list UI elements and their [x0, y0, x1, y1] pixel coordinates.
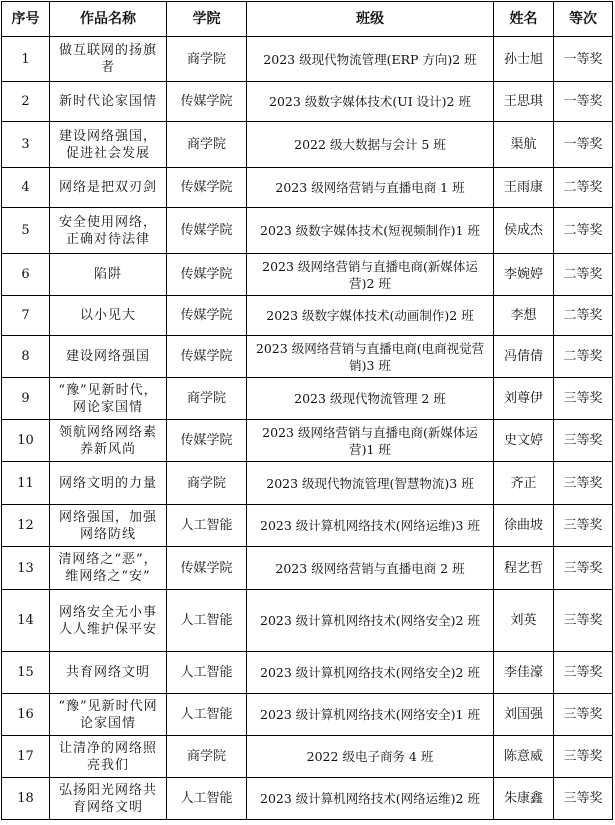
cell-name: 朱康鑫: [494, 778, 554, 820]
cell-award: 三等奖: [554, 694, 613, 736]
cell-college: 人工智能: [167, 652, 247, 694]
cell-title: 网络安全无小事人人维护保平安: [50, 590, 167, 652]
cell-title: 网络文明的力量: [50, 462, 167, 505]
cell-class: 2023 级数字媒体技术(UI 设计)2 班: [247, 82, 494, 122]
cell-name: 王雨康: [494, 168, 554, 208]
col-header-award: 等次: [554, 2, 613, 37]
cell-no: 17: [2, 736, 50, 778]
table-row: [2, 778, 613, 820]
cell-name: 刘国强: [494, 694, 554, 736]
cell-title: 新时代论家国情: [50, 82, 167, 122]
cell-no: 16: [2, 694, 50, 736]
cell-title: 共育网络文明: [50, 652, 167, 694]
col-header-class: 班级: [247, 2, 494, 37]
cell-title: 做互联网的扬旗者: [50, 37, 167, 82]
cell-title: 陷阱: [50, 254, 167, 296]
cell-award: 二等奖: [554, 254, 613, 296]
cell-class: 2023 级网络营销与直播电商(电商视觉营销)3 班: [247, 336, 494, 378]
cell-no: 4: [2, 168, 50, 208]
table-row: [2, 37, 613, 82]
table-row: [2, 736, 613, 778]
cell-name: 孙士旭: [494, 37, 554, 82]
table-row: [2, 208, 613, 254]
cell-title: 建设网络强国: [50, 336, 167, 378]
cell-title: 安全使用网络，正确对待法律: [50, 208, 167, 254]
cell-college: 传媒学院: [167, 82, 247, 122]
cell-class: 2022 级大数据与会计 5 班: [247, 122, 494, 168]
cell-award: 二等奖: [554, 336, 613, 378]
cell-class: 2023 级计算机网络技术(网络安全)2 班: [247, 652, 494, 694]
cell-award: 三等奖: [554, 462, 613, 505]
cell-college: 传媒学院: [167, 420, 247, 462]
table-row: [2, 122, 613, 168]
cell-award: 一等奖: [554, 37, 613, 82]
cell-no: 11: [2, 462, 50, 505]
cell-award: 二等奖: [554, 168, 613, 208]
cell-class: 2023 级计算机网络技术(网络运维)2 班: [247, 778, 494, 820]
cell-name: 徐曲坡: [494, 505, 554, 547]
col-header-title: 作品名称: [50, 2, 167, 37]
cell-class: 2023 级网络营销与直播电商 2 班: [247, 547, 494, 590]
cell-no: 15: [2, 652, 50, 694]
cell-no: 3: [2, 122, 50, 168]
table-row: [2, 652, 613, 694]
cell-college: 人工智能: [167, 778, 247, 820]
cell-name: 陈意威: [494, 736, 554, 778]
cell-no: 6: [2, 254, 50, 296]
cell-title: 领航网络网络素养新风尚: [50, 420, 167, 462]
cell-title: 网络是把双刃剑: [50, 168, 167, 208]
cell-college: 商学院: [167, 37, 247, 82]
table-row: [2, 296, 613, 336]
cell-name: 渠航: [494, 122, 554, 168]
cell-title: 让清净的网络照亮我们: [50, 736, 167, 778]
cell-class: 2023 级现代物流管理 2 班: [247, 378, 494, 420]
cell-college: 商学院: [167, 378, 247, 420]
col-header-college: 学院: [167, 2, 247, 37]
table-row: [2, 168, 613, 208]
table-row: [2, 254, 613, 296]
table-row: [2, 547, 613, 590]
cell-award: 二等奖: [554, 296, 613, 336]
cell-no: 9: [2, 378, 50, 420]
cell-class: 2023 级数字媒体技术(动画制作)2 班: [247, 296, 494, 336]
cell-college: 传媒学院: [167, 296, 247, 336]
cell-class: 2023 级计算机网络技术(网络安全)2 班: [247, 590, 494, 652]
table-row: [2, 590, 613, 652]
cell-no: 8: [2, 336, 50, 378]
table-row: [2, 694, 613, 736]
cell-no: 10: [2, 420, 50, 462]
cell-award: 一等奖: [554, 122, 613, 168]
cell-no: 7: [2, 296, 50, 336]
cell-name: 齐正: [494, 462, 554, 505]
cell-class: 2023 级现代物流管理(ERP 方向)2 班: [247, 37, 494, 82]
cell-name: 史文婷: [494, 420, 554, 462]
cell-title: “豫”见新时代，网论家国情: [50, 378, 167, 420]
cell-college: 人工智能: [167, 694, 247, 736]
cell-title: 弘扬阳光网络共育网络文明: [50, 778, 167, 820]
cell-name: 侯成杰: [494, 208, 554, 254]
cell-name: 刘英: [494, 590, 554, 652]
col-header-name: 姓名: [494, 2, 554, 37]
cell-name: 李婉婷: [494, 254, 554, 296]
cell-no: 18: [2, 778, 50, 820]
cell-title: 清网络之“恶”，维网络之“安”: [50, 547, 167, 590]
cell-name: 李佳濠: [494, 652, 554, 694]
cell-name: 王思琪: [494, 82, 554, 122]
table-row: [2, 420, 613, 462]
cell-class: 2023 级数字媒体技术(短视频制作)1 班: [247, 208, 494, 254]
col-header-no: 序号: [2, 2, 50, 37]
cell-class: 2023 级计算机网络技术(网络运维)3 班: [247, 505, 494, 547]
cell-name: 李想: [494, 296, 554, 336]
cell-class: 2023 级网络营销与直播电商 1 班: [247, 168, 494, 208]
cell-title: 建设网络强国，促进社会发展: [50, 122, 167, 168]
cell-college: 传媒学院: [167, 254, 247, 296]
cell-class: 2023 级网络营销与直播电商(新媒体运营)2 班: [247, 254, 494, 296]
cell-no: 5: [2, 208, 50, 254]
cell-name: 程艺哲: [494, 547, 554, 590]
cell-college: 传媒学院: [167, 208, 247, 254]
cell-no: 1: [2, 37, 50, 82]
cell-no: 13: [2, 547, 50, 590]
cell-award: 三等奖: [554, 420, 613, 462]
cell-college: 人工智能: [167, 505, 247, 547]
cell-award: 二等奖: [554, 208, 613, 254]
cell-award: 三等奖: [554, 505, 613, 547]
cell-award: 三等奖: [554, 590, 613, 652]
cell-class: 2022 级电子商务 4 班: [247, 736, 494, 778]
cell-college: 商学院: [167, 122, 247, 168]
cell-title: 网络强国，加强网络防线: [50, 505, 167, 547]
table-row: [2, 462, 613, 505]
cell-no: 14: [2, 590, 50, 652]
cell-award: 三等奖: [554, 378, 613, 420]
cell-college: 传媒学院: [167, 547, 247, 590]
cell-class: 2023 级现代物流管理(智慧物流)3 班: [247, 462, 494, 505]
table-row: [2, 378, 613, 420]
cell-no: 2: [2, 82, 50, 122]
cell-no: 12: [2, 505, 50, 547]
cell-college: 商学院: [167, 736, 247, 778]
table-row: [2, 82, 613, 122]
cell-class: 2023 级网络营销与直播电商(新媒体运营)1 班: [247, 420, 494, 462]
table-row: [2, 505, 613, 547]
awards-table: [1, 1, 613, 820]
cell-college: 传媒学院: [167, 336, 247, 378]
cell-award: 三等奖: [554, 778, 613, 820]
cell-title: 以小见大: [50, 296, 167, 336]
table-row: [2, 336, 613, 378]
cell-name: 刘尊伊: [494, 378, 554, 420]
cell-name: 冯倩倩: [494, 336, 554, 378]
cell-class: 2023 级计算机网络技术(网络安全)1 班: [247, 694, 494, 736]
cell-college: 传媒学院: [167, 168, 247, 208]
cell-title: “豫”见新时代网论家国情: [50, 694, 167, 736]
cell-award: 三等奖: [554, 736, 613, 778]
cell-award: 一等奖: [554, 82, 613, 122]
cell-college: 人工智能: [167, 590, 247, 652]
header-row: [2, 2, 613, 37]
cell-award: 三等奖: [554, 652, 613, 694]
cell-award: 三等奖: [554, 547, 613, 590]
cell-college: 商学院: [167, 462, 247, 505]
